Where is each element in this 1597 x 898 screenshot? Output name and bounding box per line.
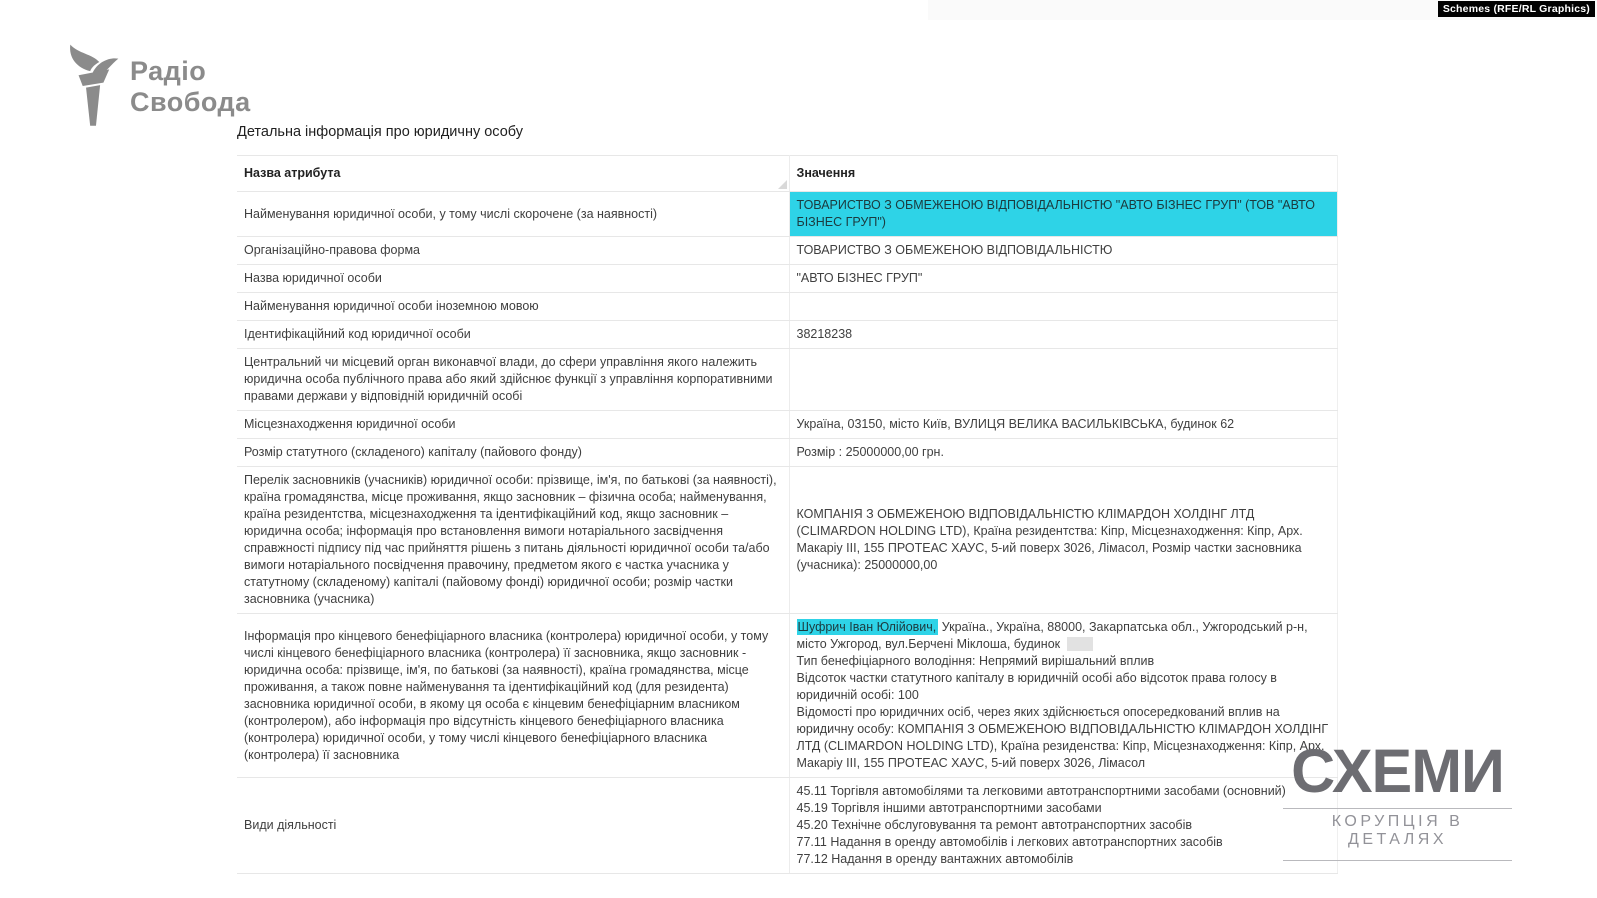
schemes-divider-bottom [1283, 860, 1512, 861]
activity-item: 77.11 Надання в оренду автомобілів і легкових автотранспортних засобів [796, 835, 1223, 849]
header-attribute-label: Назва атрибута [244, 166, 341, 180]
activity-item: 45.11 Торгівля автомобілями та легковими автотранспортними засобами (основний) [796, 784, 1286, 798]
registry-table-container [237, 155, 1337, 874]
attribute-cell: Назва юридичної особи [237, 265, 789, 293]
radio-svoboda-wordmark [130, 56, 251, 118]
value-cell [789, 293, 1337, 321]
radio-svoboda-logo [62, 44, 251, 128]
attribute-cell: Перелік засновників (учасників) юридичної особи: прізвище, ім'я, по батькові (за наявності), країна громадянства, місце проживання, якщо засновник – фізична особа; найменування, країна резидентства, місцезнаходження та ідентифікаційний код, якщо засновник – юридична особа; інформація про встановлення вимоги нотаріального засвідчення справжності підпису під час прийняття рішень з питань діяльності юридичної особи та/або вимоги нотаріального посвідчення правочину, предметом якого є частка учасника у статутному (складеному) капіталі (пайовому фонді) юридичної особи; розмір частки засновника (учасника) [237, 467, 789, 614]
table-row [237, 293, 1337, 321]
credit-badge: Schemes (RFE/RL Graphics) [1438, 1, 1595, 17]
activity-item: 45.20 Технічне обслуговування та ремонт автотранспортних засобів [796, 818, 1193, 832]
registry-table [237, 155, 1338, 874]
logo-line-1: Радіо [130, 56, 207, 86]
table-header-row [237, 156, 1337, 192]
activity-item: 77.12 Надання в оренду вантажних автомобілів [796, 852, 1074, 866]
attribute-cell: Найменування юридичної особи, у тому числі скорочене (за наявності) [237, 192, 789, 237]
highlighted-name: Шуфрич Іван Юлійович, [797, 620, 937, 634]
value-cell: ТОВАРИСТВО З ОБМЕЖЕНОЮ ВІДПОВІДАЛЬНІСТЮ [789, 237, 1337, 265]
table-row [237, 349, 1337, 411]
table-row [237, 237, 1337, 265]
attribute-cell: Ідентифікаційний код юридичної особи [237, 321, 789, 349]
attribute-cell: Організаційно-правова форма [237, 237, 789, 265]
column-resize-handle [778, 180, 787, 189]
value-cell [789, 778, 1337, 874]
beneficiary-address: Шуфрич Іван Юлійович, Україна., Україна, 88000, Закарпатська обл., Ужгородський р-н, місто Ужгород, вул.Берчені Міклоша, будинок [796, 620, 1308, 651]
table-row [237, 778, 1337, 874]
table-body [237, 192, 1337, 874]
table-row [237, 439, 1337, 467]
value-cell [789, 349, 1337, 411]
value-cell: "АВТО БІЗНЕС ГРУП" [789, 265, 1337, 293]
page-title: Детальна інформація про юридичну особу [237, 124, 524, 140]
table-row [237, 614, 1337, 778]
table-row [237, 321, 1337, 349]
schemes-logo [1283, 737, 1512, 861]
beneficiary-line: Відсоток частки статутного капіталу в юридичній особі або відсоток права голосу в юридичній особі: 100 [796, 671, 1277, 702]
redacted-box [1067, 637, 1093, 651]
header-value-label: Значення [796, 166, 856, 180]
attribute-cell: Види діяльності [237, 778, 789, 874]
table-row [237, 265, 1337, 293]
table-row [237, 467, 1337, 614]
activity-item: 45.19 Торгівля іншими автотранспортними засобами [796, 801, 1102, 815]
schemes-wordmark: СХЕМИ [1291, 737, 1504, 805]
beneficiary-line: Відомості про юридичних осіб, через яких здійснюється опосередкований вплив на юридичну особу: КОМПАНІЯ З ОБМЕЖЕНОЮ ВІДПОВІДАЛЬНІСТЮ КЛІМАРДОН ХОЛДІНГ ЛТД (CLIMARDON HOLDING LTD), Країна резиденства: Кіпр, Місцезнаходження: Кіпр, Арх. Макаріу III, 155 ПРОТЕАС ХАУС, 5-ий поверх 3026, Лімасол [796, 705, 1329, 770]
header-value [789, 156, 1337, 192]
value-cell: КОМПАНІЯ З ОБМЕЖЕНОЮ ВІДПОВІДАЛЬНІСТЮ КЛІМАРДОН ХОЛДІНГ ЛТД (CLIMARDON HOLDING LTD), Країна резидентства: Кіпр, Місцезнаходження: Кіпр, Арх. Макаріу III, 155 ПРОТЕАС ХАУС, 5-ий поверх 3026, Лімасол, Розмір частки засновника (учасника): 25000000,00 [789, 467, 1337, 614]
torch-icon [62, 44, 120, 128]
value-cell: Україна, 03150, місто Київ, ВУЛИЦЯ ВЕЛИКА ВАСИЛЬКІВСЬКА, будинок 62 [789, 411, 1337, 439]
value-cell: 38218238 [789, 321, 1337, 349]
value-cell: Розмір : 25000000,00 грн. [789, 439, 1337, 467]
value-cell [789, 614, 1337, 778]
beneficiary-line: Тип бенефіціарного володіння: Непрямий вирішальний вплив [796, 654, 1155, 668]
attribute-cell: Розмір статутного (складеного) капіталу (пайового фонду) [237, 439, 789, 467]
attribute-cell: Найменування юридичної особи іноземною мовою [237, 293, 789, 321]
attribute-cell: Інформація про кінцевого бенефіціарного власника (контролера) юридичної особи, у тому числі кінцевого бенефіціарного власника (контролера) її засновника, якщо засновник - юридична особа: прізвище, ім'я, по батькові (за наявності), країна громадянства, місце проживання, а також повне найменування та ідентифікаційний код (для резидента) засновника юридичної особи, в якому ця особа є кінцевим бенефіціарним власником (контролером), або інформація про відсутність кінцевого бенефіціарного власника (контролера) юридичної особи, у тому числі кінцевого бенефіціарного власника (контролера) її засновника [237, 614, 789, 778]
logo-line-2: Свобода [130, 87, 251, 117]
attribute-cell: Центральний чи місцевий орган виконавчої влади, до сфери управління якого належить юридична особа публічного права або який здійснює функції з управління корпоративними правами держави у відповідній юридичній особі [237, 349, 789, 411]
table-row [237, 192, 1337, 237]
header-attribute [237, 156, 789, 192]
attribute-cell: Місцезнаходження юридичної особи [237, 411, 789, 439]
value-cell: ТОВАРИСТВО З ОБМЕЖЕНОЮ ВІДПОВІДАЛЬНІСТЮ "АВТО БІЗНЕС ГРУП" (ТОВ "АВТО БІЗНЕС ГРУП") [789, 192, 1337, 237]
schemes-tagline: КОРУПЦІЯ В ДЕТАЛЯХ [1331, 813, 1464, 848]
table-row [237, 411, 1337, 439]
